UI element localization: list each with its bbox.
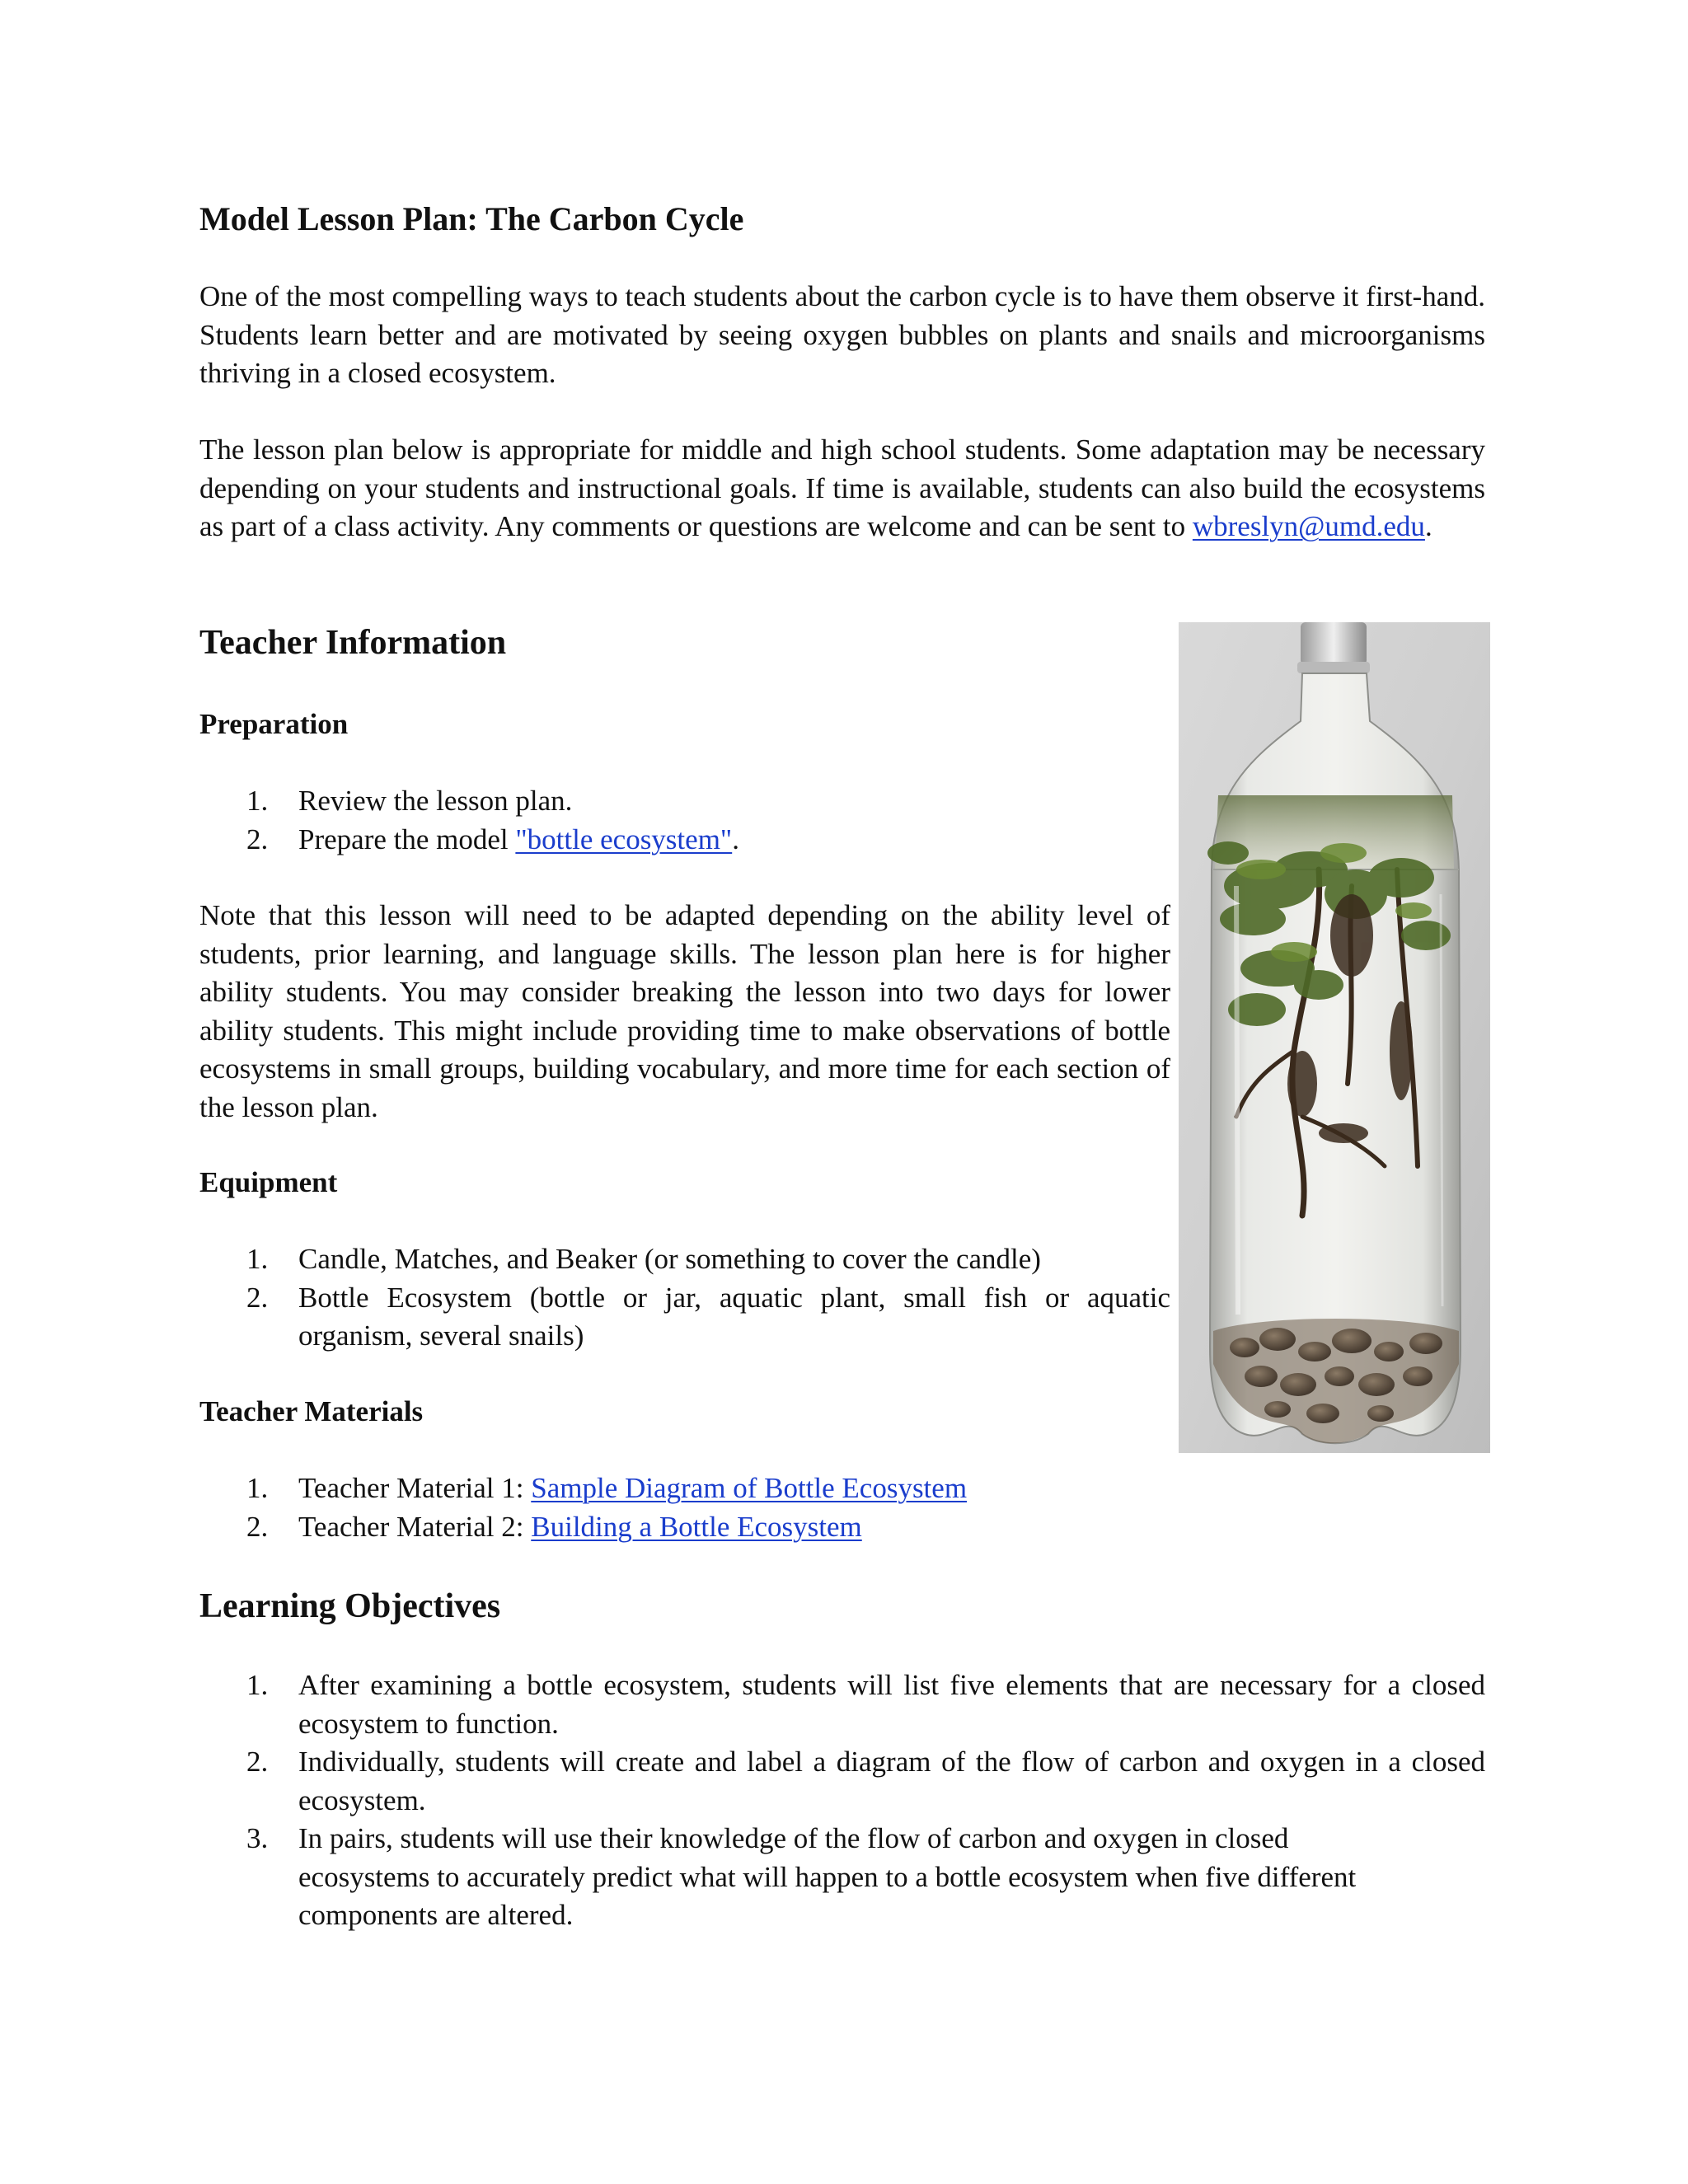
list-item	[199, 1508, 1485, 1547]
list-item	[199, 1279, 1170, 1356]
list-item	[199, 1240, 1170, 1279]
list-number: 1.	[246, 1472, 269, 1504]
adaptation-paragraph	[199, 431, 1485, 546]
bottle-ecosystem-link[interactable]: "bottle ecosystem"	[515, 823, 733, 855]
preparation-list	[199, 782, 1156, 859]
list-number: 1.	[246, 785, 269, 817]
teacher-information-heading: Teacher Information	[199, 624, 507, 662]
list-item	[199, 1469, 1485, 1508]
list-item-text: Bottle Ecosystem (bottle or jar, aquatic plant, small fish or aquatic organism, several snails)	[298, 1281, 1170, 1352]
list-item-text: In pairs, students will use their knowledge of the flow of carbon and oxygen in closed ecosystems to accurately predict what will happen to a bottle ecosystem when five different components are altered.	[298, 1822, 1357, 1931]
note-paragraph: Note that this lesson will need to be adapted depending on the ability level of students, prior learning, and language skills. The lesson plan here is for higher ability students. You may consider breaking the lesson into two days for lower ability students. This might include providing time to make observations of bottle ecosystems in small groups, building vocabulary, and more time for each section of the lesson plan.	[199, 899, 1170, 1123]
list-number: 2.	[246, 1281, 269, 1314]
list-number: 2.	[246, 823, 269, 855]
list-item-text: Candle, Matches, and Beaker (or something to cover the candle)	[298, 1243, 1041, 1275]
list-item-text: After examining a bottle ecosystem, students will list five elements that are necessary for a closed ecosystem to function.	[298, 1669, 1485, 1740]
list-item-text: Individually, students will create and label a diagram of the flow of carbon and oxygen in a closed ecosystem.	[298, 1746, 1485, 1816]
bottle-ecosystem-photo	[1179, 622, 1490, 1453]
list-item	[199, 782, 1156, 821]
document-title: Model Lesson Plan: The Carbon Cycle	[199, 200, 744, 237]
list-item	[199, 1820, 1485, 1935]
intro-paragraph: One of the most compelling ways to teach students about the carbon cycle is to have them observe it first-hand. Students learn better and are motivated by seeing oxygen bubbles on plants and snails and microorganisms thriving in a closed ecosystem.	[199, 280, 1485, 389]
building-bottle-ecosystem-link[interactable]: Building a Bottle Ecosystem	[531, 1510, 862, 1543]
teacher-materials-list	[199, 1469, 1485, 1546]
contact-email-link[interactable]: wbreslyn@umd.edu	[1192, 510, 1425, 542]
list-item-text: Teacher Material 1:	[298, 1472, 532, 1504]
list-item-text: Teacher Material 2:	[298, 1510, 532, 1543]
list-item	[199, 821, 1156, 860]
list-item-text: Prepare the model	[298, 823, 516, 855]
list-number: 1.	[246, 1243, 269, 1275]
teacher-materials-heading: Teacher Materials	[199, 1395, 424, 1427]
list-number: 2.	[246, 1510, 269, 1543]
adaptation-paragraph-text: The lesson plan below is appropriate for middle and high school students. Some adaptation may be necessary depending on your students and instructional goals. If time is available, students can also build the ecosystems as part of a class activity. Any comments or questions are welcome and can be sent to	[199, 434, 1485, 542]
list-number: 3.	[246, 1822, 269, 1854]
list-item	[199, 1666, 1485, 1743]
list-item	[199, 1743, 1485, 1820]
equipment-list	[199, 1240, 1170, 1356]
learning-objectives-list	[199, 1666, 1485, 1935]
equipment-heading: Equipment	[199, 1166, 338, 1198]
list-number: 2.	[246, 1746, 269, 1778]
preparation-heading: Preparation	[199, 708, 349, 740]
learning-objectives-heading: Learning Objectives	[199, 1587, 501, 1625]
list-item-suffix: .	[732, 823, 739, 855]
sample-diagram-link[interactable]: Sample Diagram of Bottle Ecosystem	[531, 1472, 968, 1504]
list-item-text: Review the lesson plan.	[298, 785, 573, 817]
adaptation-paragraph-end: .	[1424, 510, 1432, 542]
list-number: 1.	[246, 1669, 269, 1701]
